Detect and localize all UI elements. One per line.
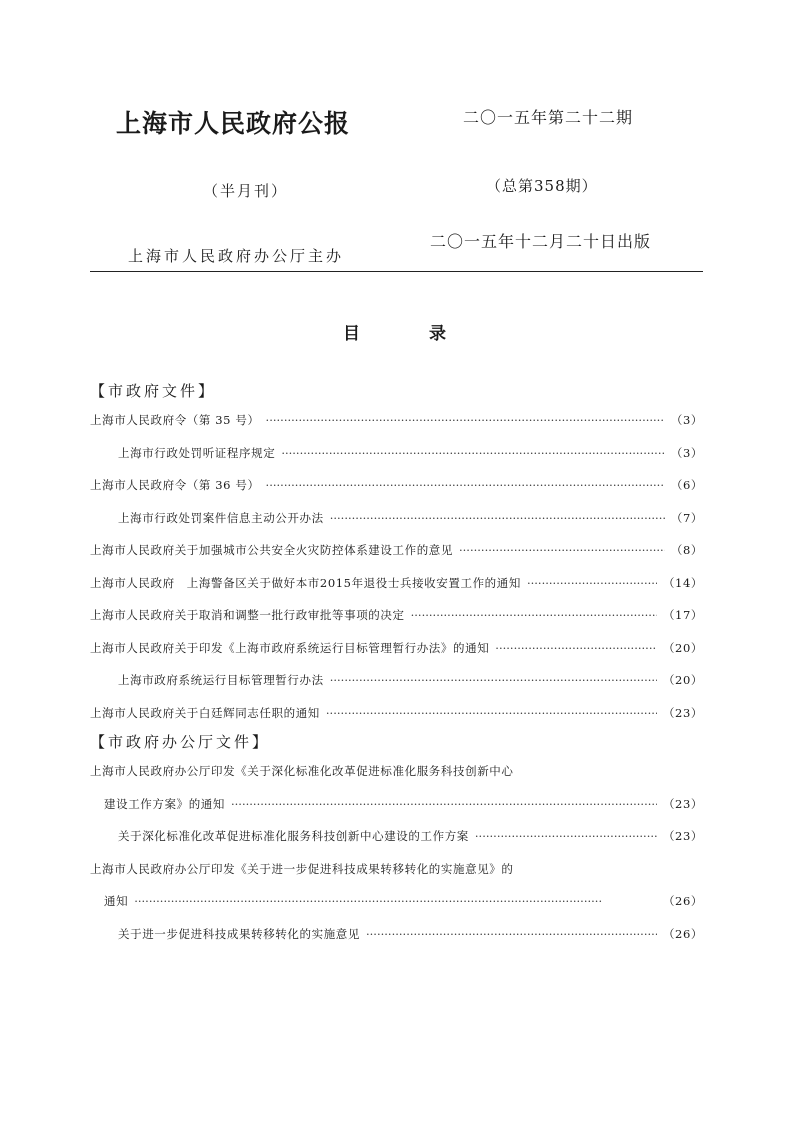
leader-dots — [231, 788, 657, 821]
table-of-contents — [90, 378, 703, 950]
header-divider — [90, 271, 703, 272]
leader-dots — [266, 404, 665, 437]
toc-entry-continuation[interactable] — [90, 885, 703, 918]
section-heading-general-office: 【市政府办公厅文件】 — [90, 733, 271, 751]
toc-entry-page: （20） — [662, 640, 703, 655]
issue-number: 二〇一五年第二十二期 — [463, 108, 634, 127]
toc-entry-page: （17） — [662, 608, 703, 622]
toc-entry[interactable] — [90, 502, 703, 535]
toc-entry-title: 上海市人民政府关于印发《上海市政府系统运行目标管理暂行办法》的通知 — [90, 640, 490, 655]
toc-entry[interactable] — [90, 664, 703, 697]
toc-entry[interactable] — [90, 567, 703, 600]
publication-date: 二〇一五年十二月二十日出版 — [430, 232, 652, 251]
toc-entry-title: 关于进一步促进科技成果转移转化的实施意见 — [118, 926, 360, 941]
toc-entry-title: 上海市人民政府办公厅印发《关于进一步促进科技成果转移转化的实施意见》的 — [90, 861, 514, 876]
toc-entry-page: （8） — [670, 543, 703, 557]
gazette-title: 上海市人民政府公报 — [116, 109, 351, 138]
toc-entry-title: 上海市人民政府关于取消和调整一批行政审批等事项的决定 — [90, 608, 405, 622]
leader-dots — [326, 697, 657, 730]
toc-entry[interactable] — [90, 599, 703, 632]
toc-entry-page: （23） — [662, 829, 703, 843]
toc-entry-page: （3） — [670, 413, 703, 427]
toc-entry[interactable] — [90, 632, 703, 665]
leader-dots — [366, 918, 657, 951]
total-issue-number: （总第358期） — [486, 177, 598, 195]
toc-entry-title: 上海市政府系统运行目标管理暂行办法 — [118, 673, 324, 687]
toc-title-left: 目 — [343, 324, 360, 344]
toc-entry-page: （26） — [662, 926, 703, 941]
toc-entry[interactable] — [90, 534, 703, 567]
toc-entry[interactable] — [90, 853, 703, 886]
toc-entry-page: （7） — [670, 510, 703, 525]
leader-dots — [281, 437, 665, 470]
toc-entry-title: 上海市人民政府关于白廷辉同志任职的通知 — [90, 705, 320, 720]
toc-entry-title: 上海市人民政府令（第 36 号） — [90, 478, 260, 492]
toc-entry-page: （26） — [662, 894, 703, 908]
toc-entry[interactable] — [90, 820, 703, 853]
toc-entry-page: （14） — [662, 575, 703, 590]
toc-entry-page: （23） — [662, 705, 703, 720]
toc-entry-title: 上海市人民政府办公厅印发《关于深化标准化改革促进标准化服务科技创新中心 — [90, 764, 514, 778]
toc-entry-title: 上海市行政处罚听证程序规定 — [118, 445, 276, 460]
toc-entry-title: 建设工作方案》的通知 — [104, 796, 225, 811]
toc-entry[interactable] — [90, 437, 703, 470]
toc-entry-page: （23） — [662, 796, 703, 811]
toc-entry-title: 上海市人民政府 上海警备区关于做好本市2015年退役士兵接收安置工作的通知 — [90, 575, 521, 590]
leader-dots — [495, 632, 657, 665]
toc-entry-title: 上海市行政处罚案件信息主动公开办法 — [118, 510, 324, 525]
toc-entry-page: （20） — [662, 673, 703, 687]
leader-dots — [330, 664, 657, 697]
leader-dots — [475, 820, 657, 853]
toc-entry[interactable] — [90, 404, 703, 437]
leader-dots — [134, 885, 657, 918]
leader-dots — [330, 502, 665, 535]
toc-entry[interactable] — [90, 918, 703, 951]
toc-entry-page: （3） — [670, 445, 703, 460]
toc-entry[interactable] — [90, 755, 703, 788]
toc-title-right: 录 — [429, 324, 446, 344]
frequency-label: （半月刊） — [203, 182, 289, 200]
toc-entry-title: 上海市人民政府令（第 35 号） — [90, 413, 260, 427]
sponsor-label: 上海市人民政府办公厅主办 — [128, 247, 345, 265]
toc-entry-title: 关于深化标准化改革促进标准化服务科技创新中心建设的工作方案 — [118, 829, 469, 843]
leader-dots — [266, 469, 665, 502]
toc-entry-title: 通知 — [104, 894, 129, 908]
leader-dots — [411, 599, 657, 632]
toc-entry-title: 上海市人民政府关于加强城市公共安全火灾防控体系建设工作的意见 — [90, 543, 453, 557]
toc-entry[interactable] — [90, 469, 703, 502]
toc-entry[interactable] — [90, 697, 703, 730]
toc-entry-page: （6） — [670, 478, 703, 492]
leader-dots — [459, 534, 665, 567]
leader-dots — [527, 567, 657, 600]
toc-entry-continuation[interactable] — [90, 788, 703, 821]
section-heading-municipal-government: 【市政府文件】 — [90, 382, 217, 400]
